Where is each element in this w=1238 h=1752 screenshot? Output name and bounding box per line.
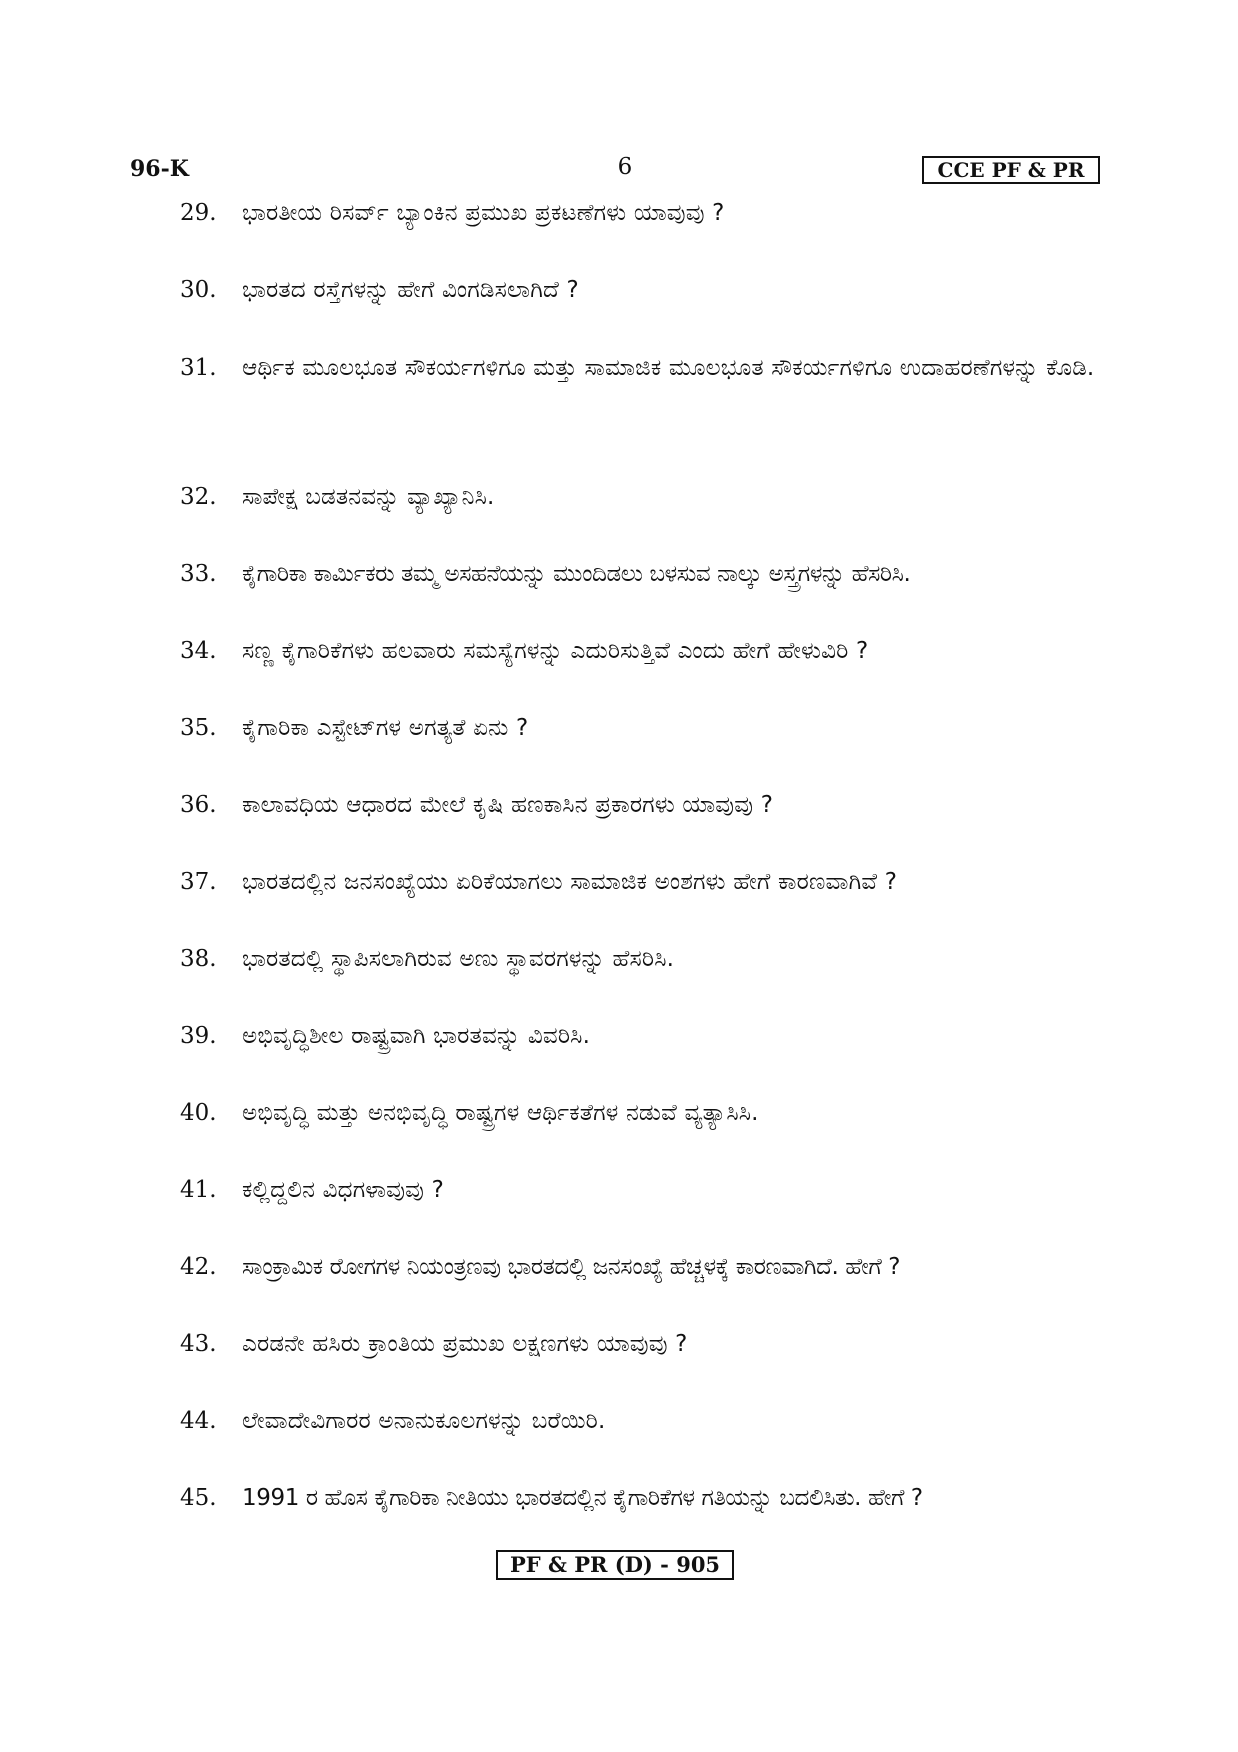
question-number: 29. <box>180 200 217 226</box>
question-text: ಭಾರತೀಯ ರಿಸರ್ವ್ ಬ್ಯಾಂಕಿನ ಪ್ರಮುಖ ಪ್ರಕಟಣೆಗಳು ಯಾವುವು ? <box>242 200 725 226</box>
question-39 <box>180 1008 1100 1064</box>
header-code: 96-K <box>130 156 189 182</box>
question-33 <box>180 546 1100 602</box>
question-number: 38. <box>180 946 217 972</box>
question-38 <box>180 931 1100 987</box>
question-42 <box>180 1239 1100 1295</box>
question-44 <box>180 1393 1100 1449</box>
question-text: ಸಾಪೇಕ್ಷ ಬಡತನವನ್ನು ವ್ಯಾಖ್ಯಾನಿಸಿ. <box>242 484 495 510</box>
question-number: 37. <box>180 869 217 895</box>
question-text: ಆರ್ಥಿಕ ಮೂಲಭೂತ ಸೌಕರ್ಯಗಳಿಗೂ ಮತ್ತು ಸಾಮಾಜಿಕ ಮೂಲಭೂತ ಸೌಕರ್ಯಗಳಿಗೂ ಉದಾಹರಣೆಗಳನ್ನು ಕೊಡಿ. <box>242 355 1095 381</box>
question-30 <box>180 262 1100 318</box>
question-text: ಕಲ್ಲಿದ್ದಲಿನ ವಿಧಗಳಾವುವು ? <box>242 1177 444 1203</box>
question-number: 43. <box>180 1331 217 1357</box>
exam-label-box: CCE PF & PR <box>922 156 1100 184</box>
question-text: ಅಭಿವೃದ್ಧಿ ಮತ್ತು ಅನಭಿವೃದ್ಧಿ ರಾಷ್ಟ್ರಗಳ ಆರ್ಥಿಕತೆಗಳ ನಡುವೆ ವ್ಯತ್ಯಾಸಿಸಿ. <box>242 1100 759 1126</box>
page-number: 6 <box>617 154 633 180</box>
question-number: 30. <box>180 277 217 303</box>
footer-code-box: PF & PR (D) - 905 <box>496 1550 734 1580</box>
question-45 <box>180 1470 1100 1526</box>
question-number: 32. <box>180 484 217 510</box>
question-31 <box>180 340 1100 396</box>
question-32 <box>180 469 1100 525</box>
question-text: ಭಾರತದಲ್ಲಿ ಸ್ಥಾಪಿಸಲಾಗಿರುವ ಅಣು ಸ್ಥಾವರಗಳನ್ನು ಹೆಸರಿಸಿ. <box>242 946 675 972</box>
question-text: ಕೈಗಾರಿಕಾ ಎಸ್ಟೇಟ್‌ಗಳ ಅಗತ್ಯತೆ ಏನು ? <box>242 715 529 741</box>
question-number: 31. <box>180 355 217 381</box>
question-43 <box>180 1316 1100 1372</box>
question-40 <box>180 1085 1100 1141</box>
question-29 <box>180 185 1100 241</box>
question-34 <box>180 623 1100 679</box>
question-text: ಭಾರತದಲ್ಲಿನ ಜನಸಂಖ್ಯೆಯು ಏರಿಕೆಯಾಗಲು ಸಾಮಾಜಿಕ ಅಂಶಗಳು ಹೇಗೆ ಕಾರಣವಾಗಿವೆ ? <box>242 869 898 895</box>
question-text: ಭಾರತದ ರಸ್ತೆಗಳನ್ನು ಹೇಗೆ ವಿಂಗಡಿಸಲಾಗಿದೆ ? <box>242 277 579 303</box>
question-37 <box>180 854 1100 910</box>
question-number: 42. <box>180 1254 217 1280</box>
question-number: 34. <box>180 638 217 664</box>
question-number: 36. <box>180 792 217 818</box>
question-text: ಎರಡನೇ ಹಸಿರು ಕ್ರಾಂತಿಯ ಪ್ರಮುಖ ಲಕ್ಷಣಗಳು ಯಾವುವು ? <box>242 1331 688 1357</box>
question-number: 45. <box>180 1485 217 1511</box>
question-text: 1991 ರ ಹೊಸ ಕೈಗಾರಿಕಾ ನೀತಿಯು ಭಾರತದಲ್ಲಿನ ಕೈಗಾರಿಕೆಗಳ ಗತಿಯನ್ನು ಬದಲಿಸಿತು. ಹೇಗೆ ? <box>242 1485 923 1511</box>
question-number: 35. <box>180 715 217 741</box>
question-number: 39. <box>180 1023 217 1049</box>
question-35 <box>180 700 1100 756</box>
question-text: ಅಭಿವೃದ್ಧಿಶೀಲ ರಾಷ್ಟ್ರವಾಗಿ ಭಾರತವನ್ನು ವಿವರಿಸಿ. <box>242 1023 591 1049</box>
question-text: ಕೈಗಾರಿಕಾ ಕಾರ್ಮಿಕರು ತಮ್ಮ ಅಸಹನೆಯನ್ನು ಮುಂದಿಡಲು ಬಳಸುವ ನಾಲ್ಕು ಅಸ್ತ್ರಗಳನ್ನು ಹೆಸರಿಸಿ. <box>242 561 911 587</box>
question-41 <box>180 1162 1100 1218</box>
question-number: 40. <box>180 1100 217 1126</box>
question-number: 44. <box>180 1408 217 1434</box>
question-36 <box>180 777 1100 833</box>
question-text: ಲೇವಾದೇವಿಗಾರರ ಅನಾನುಕೂಲಗಳನ್ನು ಬರೆಯಿರಿ. <box>242 1408 606 1434</box>
question-text: ಸಣ್ಣ ಕೈಗಾರಿಕೆಗಳು ಹಲವಾರು ಸಮಸ್ಯೆಗಳನ್ನು ಎದುರಿಸುತ್ತಿವೆ ಎಂದು ಹೇಗೆ ಹೇಳುವಿರಿ ? <box>242 638 869 664</box>
question-number: 41. <box>180 1177 217 1203</box>
question-text: ಸಾಂಕ್ರಾಮಿಕ ರೋಗಗಳ ನಿಯಂತ್ರಣವು ಭಾರತದಲ್ಲಿ ಜನಸಂಖ್ಯೆ ಹೆಚ್ಚಳಕ್ಕೆ ಕಾರಣವಾಗಿದೆ. ಹೇಗೆ ? <box>242 1254 901 1280</box>
question-number: 33. <box>180 561 217 587</box>
question-text: ಕಾಲಾವಧಿಯ ಆಧಾರದ ಮೇಲೆ ಕೃಷಿ ಹಣಕಾಸಿನ ಪ್ರಕಾರಗಳು ಯಾವುವು ? <box>242 792 774 818</box>
